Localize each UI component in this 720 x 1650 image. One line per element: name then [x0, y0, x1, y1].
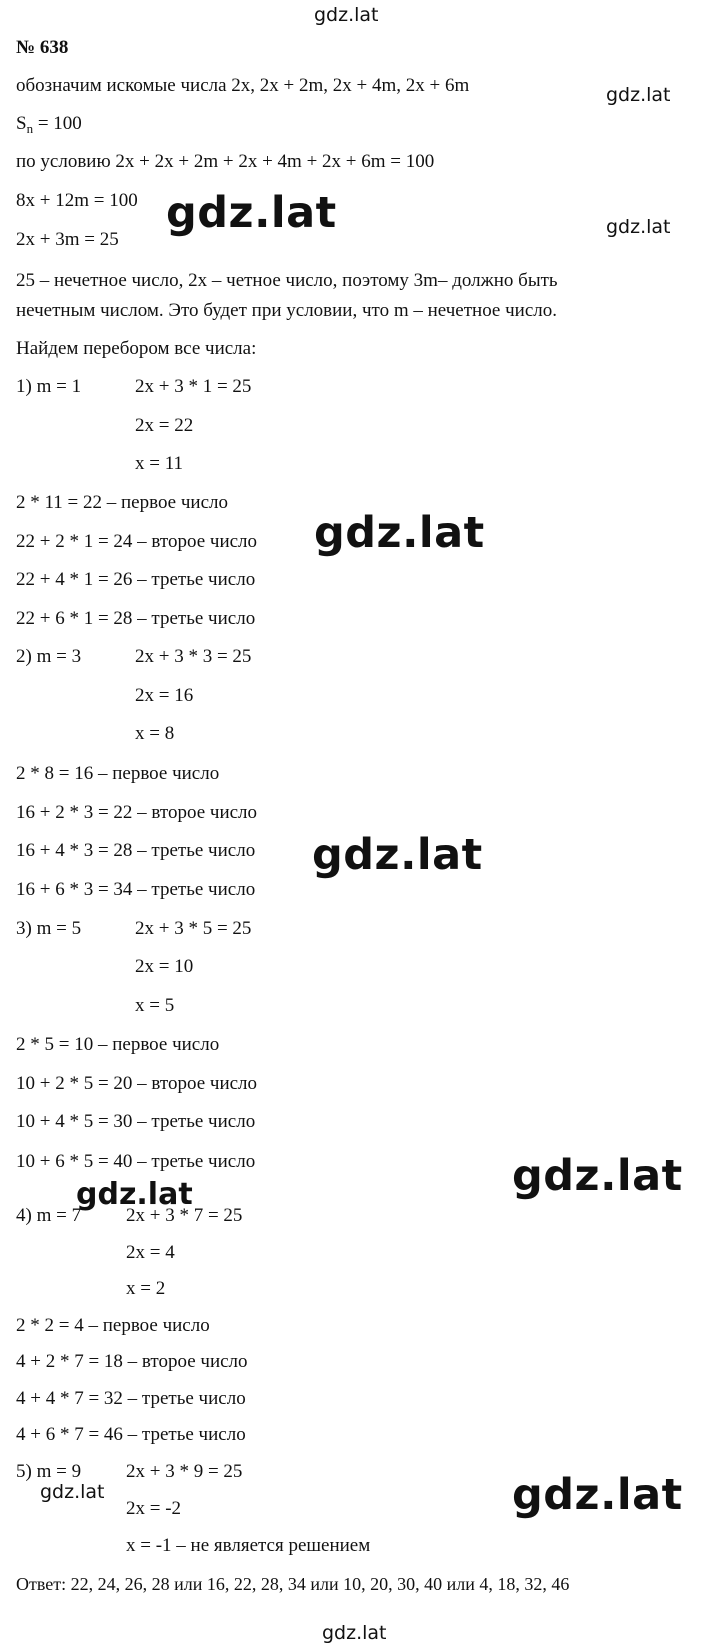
case-2-eq2: 2x = 16: [135, 685, 194, 706]
case-3-result-2: 10 + 2 * 5 = 20 – второе число: [16, 1073, 258, 1094]
watermark-big-5: gdz.lat: [512, 1470, 683, 1520]
case-3-eq1: 2x + 3 * 5 = 25: [135, 918, 252, 939]
case-4-label: 4) m = 7: [16, 1205, 82, 1226]
case-1-result-3: 22 + 4 * 1 = 26 – третье число: [16, 569, 256, 590]
sum-subscript: n: [26, 121, 34, 136]
sum-value: = 100: [33, 113, 82, 134]
case-4-result-1: 2 * 2 = 4 – первое число: [16, 1315, 210, 1336]
task-number: № 638: [16, 37, 69, 58]
case-1-result-2: 22 + 2 * 1 = 24 – второе число: [16, 531, 258, 552]
line-equation-1: 8x + 12m = 100: [16, 190, 138, 211]
case-2-label: 2) m = 3: [16, 646, 82, 667]
watermark-bottom: gdz.lat: [322, 1622, 387, 1644]
sum-symbol: S: [16, 113, 27, 134]
case-1-eq2: 2x = 22: [135, 415, 194, 436]
line-reasoning-1: 25 – нечетное число, 2x – четное число, поэтому 3m– должно быть: [16, 270, 558, 291]
watermark-left: gdz.lat: [40, 1481, 105, 1503]
watermark-big-1: gdz.lat: [166, 188, 337, 238]
case-2-result-2: 16 + 2 * 3 = 22 – второе число: [16, 802, 258, 823]
case-4-result-3: 4 + 4 * 7 = 32 – третье число: [16, 1388, 246, 1409]
line-enumerate: Найдем перебором все числа:: [16, 338, 257, 359]
line-reasoning-2: нечетным числом. Это будет при условии, что m – нечетное число.: [16, 300, 558, 321]
line-equation-2: 2x + 3m = 25: [16, 229, 119, 250]
watermark-big-4: gdz.lat: [512, 1151, 683, 1201]
case-4-eq2: 2x = 4: [126, 1242, 175, 1263]
line-sum: [16, 112, 82, 137]
case-3-result-3: 10 + 4 * 5 = 30 – третье число: [16, 1111, 256, 1132]
case-3-result-4: 10 + 6 * 5 = 40 – третье число: [16, 1151, 256, 1172]
answer-line: Ответ: 22, 24, 26, 28 или 16, 22, 28, 34 или 10, 20, 30, 40 или 4, 18, 32, 46: [16, 1574, 570, 1594]
watermark-right-2: gdz.lat: [606, 216, 671, 238]
case-5-eq3: x = -1 – не является решением: [126, 1535, 371, 1556]
case-2-result-1: 2 * 8 = 16 – первое число: [16, 763, 220, 784]
line-condition: по условию 2x + 2x + 2m + 2x + 4m + 2x + 6m = 100: [16, 151, 435, 172]
watermark-medium: gdz.lat: [76, 1177, 193, 1212]
case-1-result-1: 2 * 11 = 22 – первое число: [16, 492, 229, 513]
case-1-result-4: 22 + 6 * 1 = 28 – третье число: [16, 608, 256, 629]
case-3-result-1: 2 * 5 = 10 – первое число: [16, 1034, 220, 1055]
case-2-result-3: 16 + 4 * 3 = 28 – третье число: [16, 840, 256, 861]
watermark-right-1: gdz.lat: [606, 84, 671, 106]
case-2-eq1: 2x + 3 * 3 = 25: [135, 646, 252, 667]
watermark-big-2: gdz.lat: [314, 508, 485, 558]
case-2-result-4: 16 + 6 * 3 = 34 – третье число: [16, 879, 256, 900]
watermark-top: gdz.lat: [314, 4, 379, 26]
line-notation: обозначим искомые числа 2x, 2x + 2m, 2x + 4m, 2x + 6m: [16, 75, 470, 96]
case-3-eq2: 2x = 10: [135, 956, 194, 977]
case-1-eq1: 2x + 3 * 1 = 25: [135, 376, 252, 397]
case-5-eq2: 2x = -2: [126, 1498, 182, 1519]
case-4-result-4: 4 + 6 * 7 = 46 – третье число: [16, 1424, 246, 1445]
case-1-label: 1) m = 1: [16, 376, 82, 397]
case-4-eq3: x = 2: [126, 1278, 166, 1299]
case-4-result-2: 4 + 2 * 7 = 18 – второе число: [16, 1351, 248, 1372]
case-2-eq3: x = 8: [135, 723, 175, 744]
case-1-eq3: x = 11: [135, 453, 184, 474]
case-3-eq3: x = 5: [135, 995, 175, 1016]
watermark-big-3: gdz.lat: [312, 830, 483, 880]
case-4-eq1: 2x + 3 * 7 = 25: [126, 1205, 243, 1226]
case-5-eq1: 2x + 3 * 9 = 25: [126, 1461, 243, 1482]
case-5-label: 5) m = 9: [16, 1461, 82, 1482]
case-3-label: 3) m = 5: [16, 918, 82, 939]
